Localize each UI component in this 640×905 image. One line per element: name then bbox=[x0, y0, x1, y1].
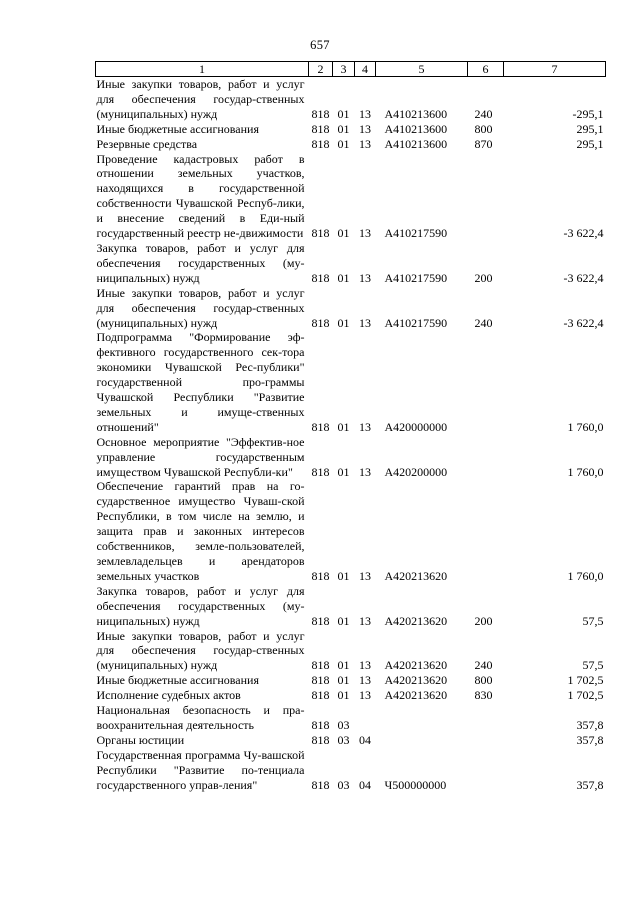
header-col-7: 7 bbox=[504, 62, 606, 77]
row-subsection: 13 bbox=[359, 136, 371, 151]
row-section: 03 bbox=[337, 732, 350, 747]
row-ministry-code: 818 bbox=[311, 315, 330, 330]
row-name: Иные закупки товаров, работ и услуг для обеспечения государ-ственных (муниципальных) нужд bbox=[96, 628, 305, 673]
row-target-article: А410213600 bbox=[384, 121, 448, 136]
row-subsection: 13 bbox=[359, 419, 371, 434]
row-target-article: А410217590 bbox=[384, 226, 448, 241]
row-target-article: А420213620 bbox=[384, 568, 448, 583]
row-ministry-code: 818 bbox=[311, 658, 330, 673]
row-name: Национальная безопасность и пра-воохранительная деятельность bbox=[96, 703, 305, 732]
table-row bbox=[96, 629, 606, 674]
row-subsection: 13 bbox=[359, 613, 371, 628]
row-expense-type: 870 bbox=[474, 136, 493, 151]
row-name: Иные бюджетные ассигнования bbox=[96, 673, 259, 688]
row-subsection: 13 bbox=[359, 226, 371, 241]
row-subsection: 13 bbox=[359, 121, 371, 136]
row-section: 01 bbox=[337, 270, 350, 285]
row-target-article: А420213620 bbox=[384, 673, 448, 688]
row-name: Государственная программа Чу-вашской Республики "Развитие по-тенциала государственного управ-ления" bbox=[96, 747, 305, 792]
row-expense-type bbox=[468, 479, 504, 583]
row-amount: 295,1 bbox=[576, 136, 604, 151]
row-section: 03 bbox=[337, 777, 350, 792]
table-row bbox=[96, 703, 606, 733]
row-section: 01 bbox=[337, 568, 350, 583]
row-ministry-code: 818 bbox=[311, 688, 330, 703]
row-amount: -3 622,4 bbox=[563, 226, 604, 241]
row-expense-type bbox=[468, 748, 504, 793]
row-ministry-code: 818 bbox=[311, 717, 330, 732]
row-ministry-code: 818 bbox=[311, 613, 330, 628]
row-expense-type: 830 bbox=[474, 688, 493, 703]
row-expense-type bbox=[468, 330, 504, 434]
row-expense-type: 240 bbox=[474, 106, 493, 121]
row-section: 01 bbox=[337, 106, 350, 121]
row-subsection: 13 bbox=[359, 658, 371, 673]
header-col-6: 6 bbox=[468, 62, 504, 77]
row-expense-type: 200 bbox=[474, 270, 493, 285]
row-section: 01 bbox=[337, 613, 350, 628]
header-col-3: 3 bbox=[333, 62, 355, 77]
row-ministry-code: 818 bbox=[311, 106, 330, 121]
row-target-article: Ч500000000 bbox=[384, 777, 447, 792]
table-row bbox=[96, 330, 606, 434]
table-row bbox=[96, 688, 606, 703]
table-row bbox=[96, 241, 606, 286]
row-ministry-code: 818 bbox=[311, 777, 330, 792]
row-amount: 1 702,5 bbox=[567, 673, 604, 688]
row-name: Резервные средства bbox=[96, 136, 198, 151]
row-target-article: А420213620 bbox=[384, 688, 448, 703]
row-expense-type bbox=[468, 733, 504, 748]
row-name: Исполнение судебных актов bbox=[96, 688, 241, 703]
row-expense-type: 240 bbox=[474, 658, 493, 673]
row-section: 01 bbox=[337, 121, 350, 136]
row-subsection: 13 bbox=[359, 106, 371, 121]
row-target-article: А410217590 bbox=[384, 315, 448, 330]
row-target-article: А410213600 bbox=[384, 136, 448, 151]
row-name: Иные закупки товаров, работ и услуг для обеспечения государ-ственных (муниципальных) нужд bbox=[96, 77, 305, 121]
row-section: 01 bbox=[337, 673, 350, 688]
row-subsection: 04 bbox=[359, 732, 371, 747]
row-expense-type: 240 bbox=[474, 315, 493, 330]
row-amount: -295,1 bbox=[572, 106, 604, 121]
row-subsection: 04 bbox=[359, 777, 371, 792]
row-name: Органы юстиции bbox=[96, 732, 185, 747]
header-col-4: 4 bbox=[355, 62, 376, 77]
row-subsection bbox=[355, 703, 376, 733]
row-name: Подпрограмма "Формирование эф-фективного государственного сек-тора экономики Чувашской Рес-публики" государственной про-граммы Чувашской Республики "Развитие земельных и имуще-ственных отношений" bbox=[96, 330, 305, 434]
row-section: 01 bbox=[337, 226, 350, 241]
table-row bbox=[96, 435, 606, 480]
table-row bbox=[96, 137, 606, 152]
row-name: Закупка товаров, работ и услуг для обеспечения государственных (му-ниципальных) нужд bbox=[96, 240, 305, 285]
row-amount: 1 760,0 bbox=[567, 464, 604, 479]
header-col-1: 1 bbox=[96, 62, 309, 77]
row-target-article: А420000000 bbox=[384, 419, 448, 434]
row-ministry-code: 818 bbox=[311, 270, 330, 285]
row-target-article: А420213620 bbox=[384, 613, 448, 628]
header-row bbox=[96, 62, 606, 77]
budget-table bbox=[95, 61, 606, 793]
row-expense-type bbox=[468, 152, 504, 241]
row-subsection: 13 bbox=[359, 464, 371, 479]
row-expense-type bbox=[468, 435, 504, 480]
row-name: Обеспечение гарантий прав на го-сударственное имущество Чуваш-ской Республики, в том числе на землю, и защита прав и законных интересов собственников, земле-пользователей, землевладельцев и арендаторов земельных участков bbox=[96, 479, 305, 583]
row-name: Иные бюджетные ассигнования bbox=[96, 121, 259, 136]
row-target-article bbox=[376, 733, 468, 748]
row-amount: 357,8 bbox=[576, 777, 604, 792]
table-row bbox=[96, 479, 606, 583]
table-row bbox=[96, 748, 606, 793]
row-section: 01 bbox=[337, 419, 350, 434]
row-subsection: 13 bbox=[359, 270, 371, 285]
row-name: Закупка товаров, работ и услуг для обеспечения государственных (му-ниципальных) нужд bbox=[96, 583, 305, 628]
row-ministry-code: 818 bbox=[311, 226, 330, 241]
row-amount: 295,1 bbox=[576, 121, 604, 136]
row-expense-type bbox=[468, 703, 504, 733]
row-name: Проведение кадастровых работ в отношении земельных участков, находящихся в государственной собственности Чувашской Респуб-лики, и внесение сведений в Еди-ный государственный реестр не-движимости bbox=[96, 151, 305, 241]
row-section: 01 bbox=[337, 688, 350, 703]
row-amount: 1 702,5 bbox=[567, 688, 604, 703]
table-row bbox=[96, 673, 606, 688]
row-amount: 357,8 bbox=[576, 717, 604, 732]
row-ministry-code: 818 bbox=[311, 732, 330, 747]
table-row bbox=[96, 152, 606, 241]
row-ministry-code: 818 bbox=[311, 136, 330, 151]
row-section: 03 bbox=[337, 717, 350, 732]
header-col-5: 5 bbox=[376, 62, 468, 77]
row-section: 01 bbox=[337, 658, 350, 673]
row-target-article: А410213600 bbox=[384, 106, 448, 121]
row-section: 01 bbox=[337, 136, 350, 151]
row-section: 01 bbox=[337, 464, 350, 479]
row-amount: -3 622,4 bbox=[563, 315, 604, 330]
row-amount: 57,5 bbox=[582, 658, 604, 673]
row-amount: 357,8 bbox=[576, 732, 604, 747]
row-subsection: 13 bbox=[359, 688, 371, 703]
page-number: 657 bbox=[310, 38, 330, 52]
header-col-2: 2 bbox=[309, 62, 333, 77]
table-body bbox=[96, 77, 606, 793]
row-amount: 1 760,0 bbox=[567, 419, 604, 434]
row-amount: -3 622,4 bbox=[563, 270, 604, 285]
row-expense-type: 800 bbox=[474, 121, 493, 136]
row-target-article: А410217590 bbox=[384, 270, 448, 285]
row-ministry-code: 818 bbox=[311, 464, 330, 479]
row-amount: 1 760,0 bbox=[567, 568, 604, 583]
row-name: Основное мероприятие "Эффектив-ное управление государственным имуществом Чувашской Республи-ки" bbox=[96, 434, 305, 479]
row-subsection: 13 bbox=[359, 315, 371, 330]
table-row bbox=[96, 122, 606, 137]
row-ministry-code: 818 bbox=[311, 568, 330, 583]
row-expense-type: 200 bbox=[474, 613, 493, 628]
row-ministry-code: 818 bbox=[311, 419, 330, 434]
table-row bbox=[96, 286, 606, 331]
row-target-article: А420200000 bbox=[384, 464, 448, 479]
table-row bbox=[96, 733, 606, 748]
row-name: Иные закупки товаров, работ и услуг для обеспечения государ-ственных (муниципальных) нужд bbox=[96, 285, 305, 330]
row-amount: 57,5 bbox=[582, 613, 604, 628]
row-subsection: 13 bbox=[359, 673, 371, 688]
table-row bbox=[96, 77, 606, 122]
row-subsection: 13 bbox=[359, 568, 371, 583]
row-ministry-code: 818 bbox=[311, 673, 330, 688]
table-row bbox=[96, 584, 606, 629]
row-section: 01 bbox=[337, 315, 350, 330]
row-expense-type: 800 bbox=[474, 673, 493, 688]
row-target-article: А420213620 bbox=[384, 658, 448, 673]
row-ministry-code: 818 bbox=[311, 121, 330, 136]
row-target-article bbox=[376, 703, 468, 733]
